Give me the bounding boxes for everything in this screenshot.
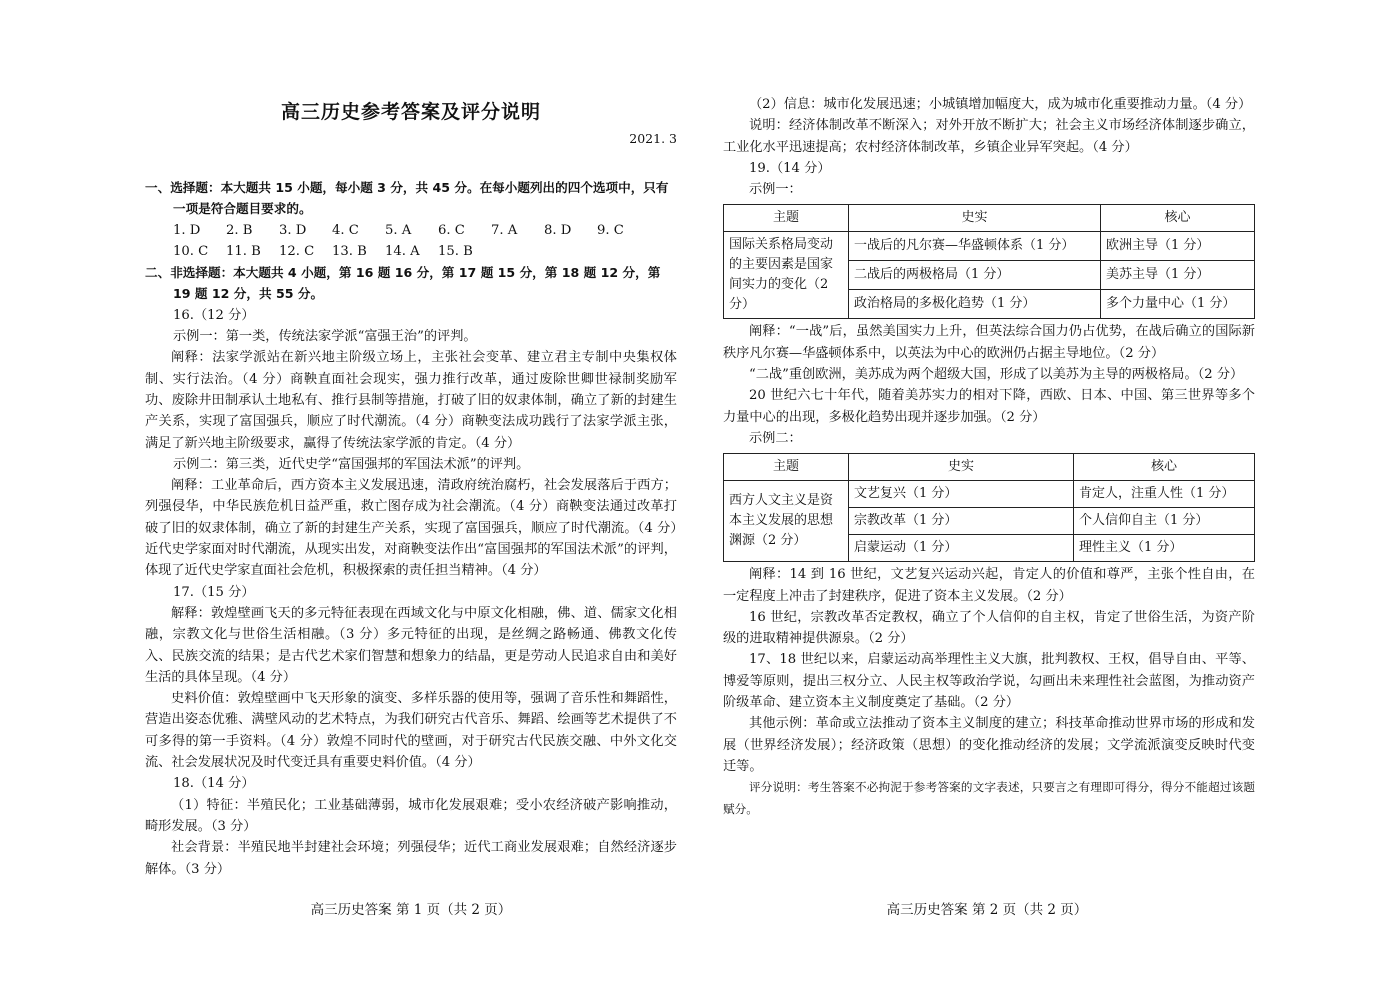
q17-paragraph-2: 史料价值：敦煌壁画中飞天形象的演变、多样乐器的使用等，强调了音乐性和舞蹈性，营造出姿态优雅、满壁风动的艺术特点，为我们研究古代音乐、舞蹈、绘画等艺术提供了不可多得的第一手资料。（4 分）敦煌不同时代的壁画，对于研究古代民族交融、中外文化交流、社会发展状况及时代变迁具有重要史料价值。（4 分）: [145, 691, 677, 771]
q18-heading: 18.（14 分）: [173, 776, 255, 792]
table-cell: 多个力量中心（1 分）: [1101, 290, 1255, 319]
table-theme-cell: 国际关系格局变动的主要因素是国家间实力的变化（2 分）: [724, 232, 849, 319]
table-header: 史实: [849, 454, 1074, 481]
answer-item: 8. D: [544, 222, 572, 238]
table-cell: 欧洲主导（1 分）: [1101, 232, 1255, 261]
answer-item: 9. C: [597, 222, 624, 238]
table-header: 主题: [724, 205, 849, 232]
table-cell: 二战后的两极格局（1 分）: [849, 261, 1101, 290]
answer-item: 13. B: [332, 243, 367, 259]
table-header: 史实: [849, 205, 1101, 232]
answer-item: 15. B: [438, 243, 473, 259]
table-cell: 个人信仰自主（1 分）: [1074, 508, 1255, 535]
q16-example-2-body: 阐释：工业革命后，西方资本主义发展迅速，清政府统治腐朽，社会发展落后于西方；列强侵华，中华民族危机日益严重，救亡图存成为社会潮流。（4 分）商鞅变法通过改革打破了旧的奴隶体制，确立了新的封建生产关系，实现了富国强兵，顺应了时代潮流。（4 分）近代史学家面对时代潮流，从现实出发，对商鞅变法作出“富国强邦的军国法术派”的评判，体现了近代史学家直面社会危机，积极探索的责任担当精神。（4 分）: [145, 478, 677, 579]
table-row: [724, 481, 1255, 508]
page-title: 高三历史参考答案及评分说明: [280, 101, 541, 123]
q16-heading: 16.（12 分）: [173, 307, 255, 323]
answer-item: 11. B: [226, 243, 261, 259]
exam-date: 2021. 3: [629, 131, 677, 146]
scoring-note: 评分说明：考生答案不必拘泥于参考答案的文字表述，只要言之有理即可得分，得分不能超过该题赋分。: [723, 780, 1255, 816]
example-2-paragraph-3: 17、18 世纪以来，启蒙运动高举理性主义大旗，批判教权、王权，倡导自由、平等、博爱等原则，提出三权分立、人民主权等政治学说，勾画出未来理性社会蓝图，为推动资产阶级革命、建立资本主义制度奠定了基础。（2 分）: [723, 652, 1255, 711]
footer-page-2: 高三历史答案 第 2 页（共 2 页）: [886, 902, 1088, 918]
table-header-row: [724, 454, 1255, 481]
table-cell: 理性主义（1 分）: [1074, 535, 1255, 562]
answer-item: 6. C: [438, 222, 465, 238]
table-row: [724, 232, 1255, 261]
table-cell: 美苏主导（1 分）: [1101, 261, 1255, 290]
q18-paragraph-2: 社会背景：半殖民地半封建社会环境；列强侵华；近代工商业发展艰难；自然经济逐步解体。（3 分）: [145, 840, 677, 877]
q18-paragraph-1: （1）特征：半殖民化；工业基础薄弱，城市化发展艰难；受小农经济破产影响推动，畸形发展。（3 分）: [145, 797, 677, 834]
section-1-heading: 一、选择题：本大题共 15 小题，每小题 3 分，共 45 分。在每小题列出的四个选项中，只有一项是符合题目要求的。: [145, 180, 669, 217]
q19-heading: 19.（14 分）: [749, 160, 831, 176]
example-1-label: 示例一：: [749, 182, 802, 198]
answer-item: 14. A: [385, 243, 420, 259]
table-header: 主题: [724, 454, 849, 481]
table-cell: 宗教改革（1 分）: [849, 508, 1074, 535]
q18-paragraph-3: （2）信息：城市化发展迅速；小城镇增加幅度大，成为城市化重要推动力量。（4 分）: [749, 97, 1252, 112]
q17-paragraph-1: 解释：敦煌壁画飞天的多元特征表现在西域文化与中原文化相融，佛、道、儒家文化相融，宗教文化与世俗生活相融。（3 分）多元特征的出现，是丝绸之路畅通、佛教文化传入、民族交流的结果；是古代艺术家们智慧和想象力的结晶，更是劳动人民追求自由和美好生活的具体呈现。（4 分）: [145, 605, 677, 685]
section-2-heading: 二、非选择题：本大题共 4 小题，第 16 题 16 分，第 17 题 15 分，第 18 题 12 分，第 19 题 12 分，共 55 分。: [145, 265, 661, 302]
answer-item: 12. C: [279, 243, 315, 259]
example-1-paragraph-3: 20 世纪六七十年代，随着美苏实力的相对下降，西欧、日本、中国、第三世界等多个力量中心的出现，多极化趋势出现并逐步加强。（2 分）: [723, 388, 1255, 425]
q16-example-2: 示例二：第三类，近代史学“富国强邦的军国法术派”的评判。: [173, 456, 530, 472]
example-2-paragraph-1: 阐释：14 到 16 世纪，文艺复兴运动兴起，肯定人的价值和尊严，主张个性自由，在一定程度上冲击了封建秩序，促进了资本主义发展。（2 分）: [723, 567, 1255, 604]
table-cell: 肯定人，注重人性（1 分）: [1074, 481, 1255, 508]
example-1-paragraph-2: “二战”重创欧洲，美苏成为两个超级大国，形成了以美苏为主导的两极格局。（2 分）: [749, 367, 1244, 383]
q17-heading: 17.（15 分）: [173, 584, 255, 600]
answers-row-2: [145, 241, 677, 262]
answer-item: 1. D: [173, 222, 201, 238]
left-column: [145, 177, 677, 880]
table-cell: 启蒙运动（1 分）: [849, 535, 1074, 562]
table-example-1: [723, 204, 1255, 319]
table-example-2: [723, 453, 1255, 562]
example-2-label: 示例二：: [749, 430, 802, 446]
q16-example-1: 示例一：第一类，传统法家学派“富强王治”的评判。: [173, 329, 477, 345]
answer-item: 3. D: [279, 222, 307, 238]
q16-example-1-body: 阐释：法家学派站在新兴地主阶级立场上，主张社会变革、建立君主专制中央集权体制、实行法治。（4 分）商鞅直面社会现实，强力推行改革，通过废除世卿世禄制奖励军功、废除井田制承认土地私有、推行县制等措施，打破了旧的奴隶体制，确立了新的封建生产关系，实现了富国强兵，顺应了时代潮流。（4 分）商鞅变法成功践行了法家学派主张，满足了新兴地主阶级要求，赢得了传统法家学派的肯定。（4 分）: [145, 350, 677, 451]
example-1-paragraph-1: 阐释：“一战”后，虽然美国实力上升，但英法综合国力仍占优势，在战后确立的国际新秩序凡尔赛—华盛顿体系中，以英法为中心的欧洲仍占据主导地位。（2 分）: [723, 324, 1255, 361]
answer-item: 7. A: [491, 222, 518, 238]
table-cell: 政治格局的多极化趋势（1 分）: [849, 290, 1101, 319]
right-column: [723, 94, 1255, 820]
answer-item: 10. C: [173, 243, 209, 259]
example-2-paragraph-2: 16 世纪，宗教改革否定教权，确立了个人信仰的自主权，肯定了世俗生活，为资产阶级的进取精神提供源泉。（2 分）: [723, 609, 1255, 647]
table-theme-cell: 西方人文主义是资本主义发展的思想渊源（2 分）: [724, 481, 849, 562]
answer-item: 5. A: [385, 222, 412, 238]
other-examples: 其他示例：革命或立法推动了资本主义制度的建立；科技革命推动世界市场的形成和发展（世界经济发展）；经济政策（思想）的变化推动经济的发展；文学流派演变反映时代变迁等。: [723, 716, 1255, 774]
table-cell: 文艺复兴（1 分）: [849, 481, 1074, 508]
q18-paragraph-4: 说明：经济体制改革不断深入；对外开放不断扩大；社会主义市场经济体制逐步确立，工业化水平迅速提高；农村经济体制改革，乡镇企业异军突起。（4 分）: [723, 118, 1255, 155]
footer-page-1: 高三历史答案 第 1 页（共 2 页）: [310, 902, 512, 918]
answer-item: 2. B: [226, 222, 253, 238]
table-cell: 一战后的凡尔赛—华盛顿体系（1 分）: [849, 232, 1101, 261]
table-header: 核心: [1074, 454, 1255, 481]
answer-item: 4. C: [332, 222, 359, 238]
answers-row-1: [145, 220, 677, 241]
table-header: 核心: [1101, 205, 1255, 232]
table-header-row: [724, 205, 1255, 232]
